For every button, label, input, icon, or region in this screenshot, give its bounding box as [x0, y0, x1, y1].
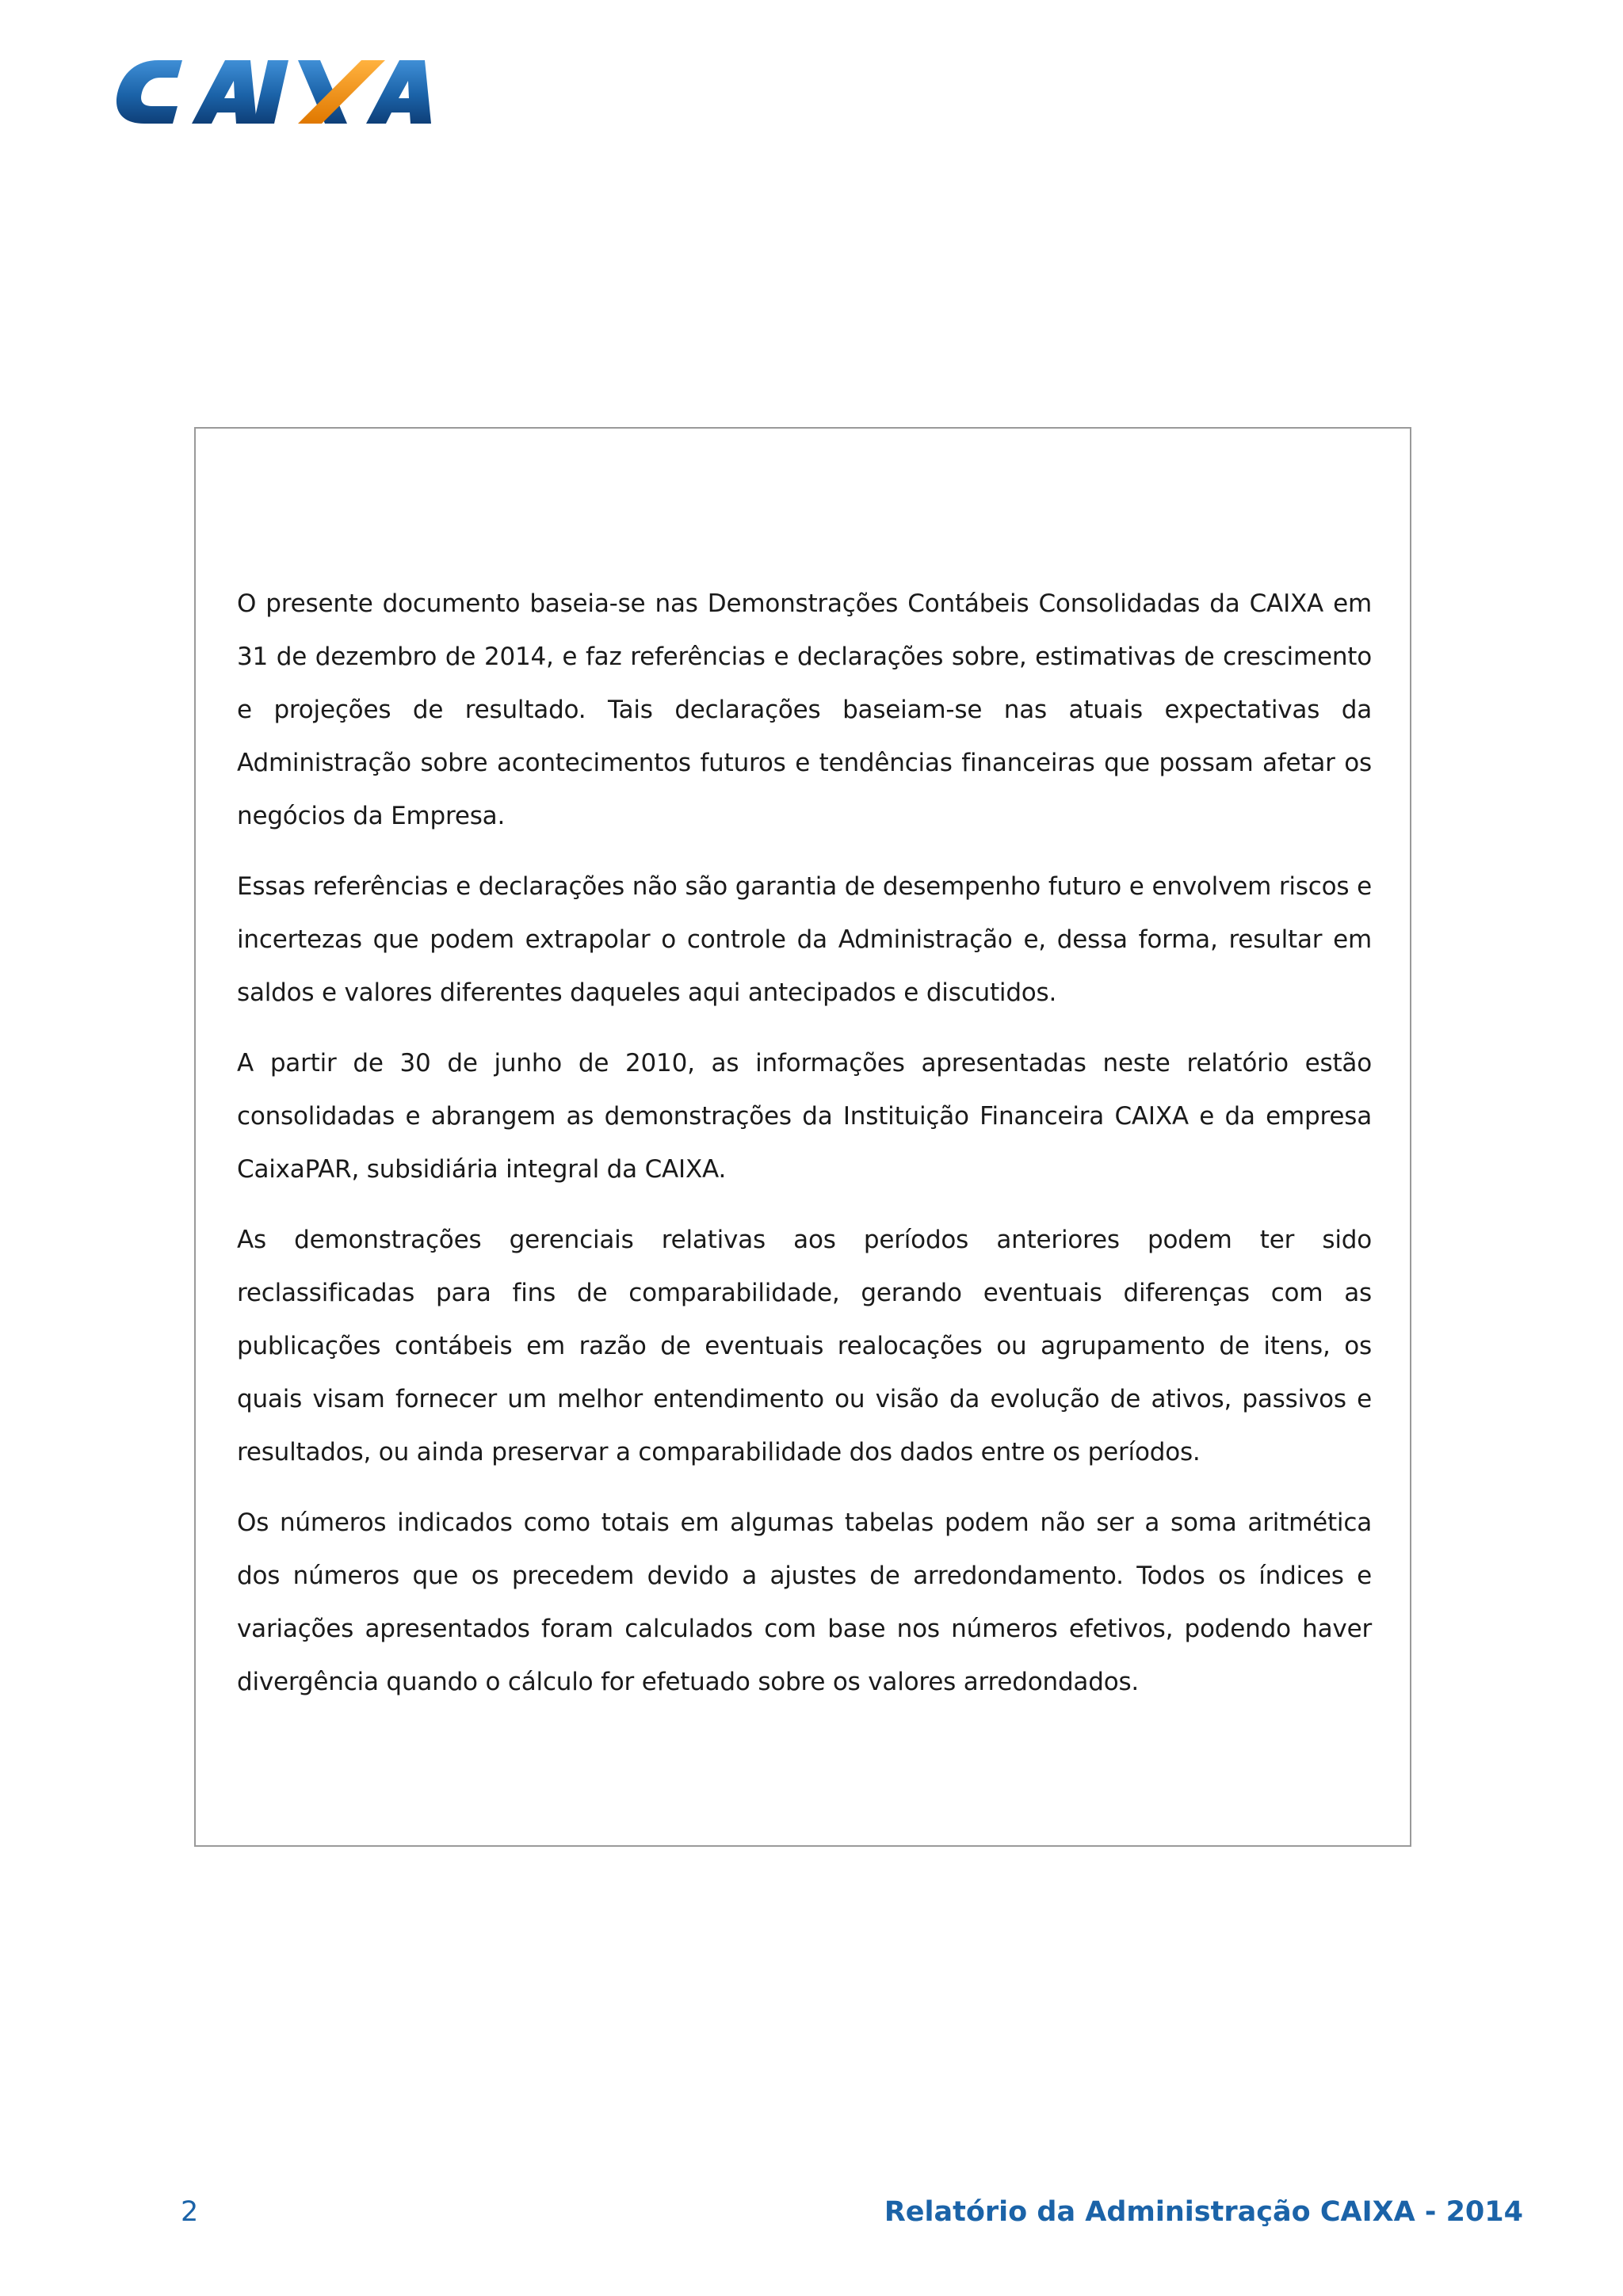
disclaimer-text: [237, 578, 1372, 1726]
caixa-logo-icon: [109, 49, 458, 135]
disclaimer-paragraph: As demonstrações gerenciais relativas aos períodos anteriores podem ter sido reclassificadas para fins de comparabilidade, gerando eventuais diferenças com as publicações contábeis em razão de eventuais realocações ou agrupamento de itens, os quais visam fornecer um melhor entendimento ou visão da evolução de ativos, passivos e resultados, ou ainda preservar a comparabilidade dos dados entre os períodos.: [237, 1226, 1372, 1466]
disclaimer-paragraph: Os números indicados como totais em algumas tabelas podem não ser a soma aritmética dos números que os precedem devido a ajustes de arredondamento. Todos os índices e variações apresentados foram calculados com base nos números efetivos, podendo haver divergência quando o cálculo for efetuado sobre os valores arredondados.: [237, 1508, 1372, 1696]
disclaimer-box: [194, 427, 1411, 1847]
disclaimer-paragraph: Essas referências e declarações não são garantia de desempenho futuro e envolvem riscos e incertezas que podem extrapolar o controle da Administração e, dessa forma, resultar em saldos e valores diferentes daqueles aqui antecipados e discutidos.: [237, 872, 1372, 1007]
footer-report-title: Relatório da Administração CAIXA - 2014: [884, 2196, 1523, 2228]
disclaimer-paragraph: O presente documento baseia-se nas Demonstrações Contábeis Consolidadas da CAIXA em 31 de dezembro de 2014, e faz referências e declarações sobre, estimativas de crescimento e projeções de resultado. Tais declarações baseiam-se nas atuais expectativas da Administração sobre acontecimentos futuros e tendências financeiras que possam afetar os negócios da Empresa.: [237, 589, 1372, 830]
page-number: 2: [181, 2196, 199, 2228]
disclaimer-paragraph: A partir de 30 de junho de 2010, as informações apresentadas neste relatório estão consolidadas e abrangem as demonstrações da Instituição Financeira CAIXA e da empresa CaixaPAR, subsidiária integral da CAIXA.: [237, 1049, 1372, 1184]
caixa-logo: [109, 49, 458, 135]
